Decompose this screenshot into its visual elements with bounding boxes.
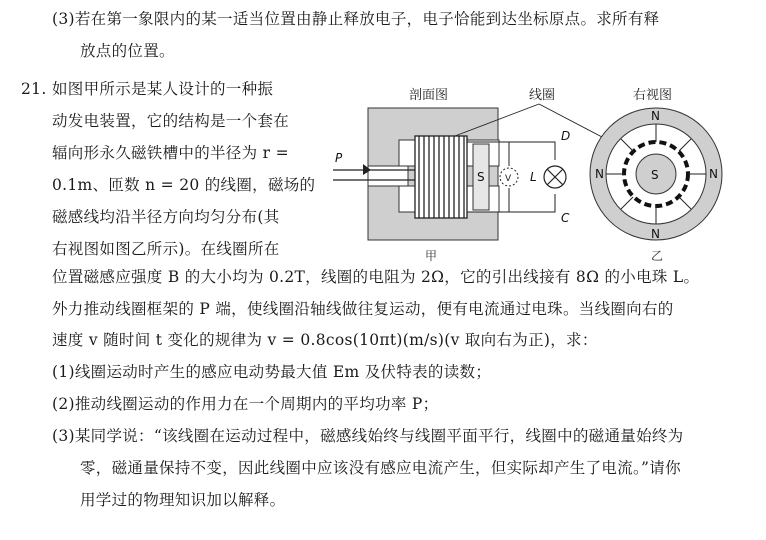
question-text-line-9: 速度 v 随时间 t 变化的规律为 v = 0.8cos(10πt)(m/s)(v 取向右为正)，求： (52, 331, 598, 349)
label-n-right: N (709, 167, 718, 181)
generator-figure (333, 82, 728, 264)
question-text-line-4: 0.1m、匝数 n = 20 的线圈，磁场的 (52, 176, 316, 194)
label-n-bottom: N (651, 227, 660, 241)
label-n-left: N (595, 167, 604, 181)
label-n-top: N (651, 109, 660, 123)
label-d: D (561, 129, 571, 143)
question-text-line-8: 外力推动线圈框架的 P 端，使线圈沿轴线做往复运动，便有电流通过电珠。当线圈向右的 (52, 300, 674, 318)
question-text-line-2: 动发电装置，它的结构是一个套在 (52, 112, 290, 130)
sub-question-1: (1)线圈运动时产生的感应电动势最大值 Em 及伏特表的读数； (52, 363, 492, 381)
label-p: P (335, 151, 343, 165)
label-section-view: 剖面图 (409, 88, 449, 103)
question-text-line-1: 如图甲所示是某人设计的一种振 (52, 80, 274, 98)
label-side-view: 右视图 (633, 88, 673, 103)
svg-text:V: V (505, 174, 512, 184)
sub-question-2: (2)推动线圈运动的作用力在一个周期内的平均功率 P； (52, 395, 439, 413)
coil-windings (415, 136, 467, 218)
label-s-pole: S (477, 170, 485, 184)
label-c: C (561, 211, 570, 225)
voltmeter-icon (500, 168, 518, 186)
prev-question-line-2: 放点的位置。 (80, 42, 175, 60)
question-number: 21. (21, 80, 47, 98)
label-l: L (530, 170, 537, 184)
prev-question-line-1: (3)若在第一象限内的某一适当位置由静止释放电子，电子恰能到达坐标原点。求所有释 (52, 10, 660, 28)
question-text-line-3: 辐向形永久磁铁槽中的半径为 r = (52, 144, 289, 162)
sub-question-3-line-3: 用学过的物理知识加以解释。 (80, 491, 286, 509)
question-text-line-7: 位置磁感应强度 B 的大小均为 0.2T，线圈的电阻为 2Ω，它的引出线接有 8Ω 的小电珠 L。 (52, 268, 700, 286)
sub-question-3-line-2: 零，磁通量保持不变，因此线圈中应该没有感应电流产生，但实际却产生了电流。”请你 (80, 459, 681, 477)
bulb-icon (544, 166, 566, 188)
label-s-center: S (651, 168, 659, 182)
side-view (590, 108, 722, 241)
label-coil: 线圈 (529, 88, 556, 103)
label-figure-jia: 甲 (425, 249, 438, 263)
sub-question-3-line-1: (3)某同学说：“该线圈在运动过程中，磁感线始终与线圈平面平行，线圈中的磁通量始终为 (52, 427, 684, 445)
question-text-line-5: 磁感线均沿半径方向均匀分布(其 (52, 208, 280, 226)
label-figure-yi: 乙 (651, 249, 664, 263)
question-text-line-6: 右视图如图乙所示)。在线圈所在 (52, 240, 280, 258)
